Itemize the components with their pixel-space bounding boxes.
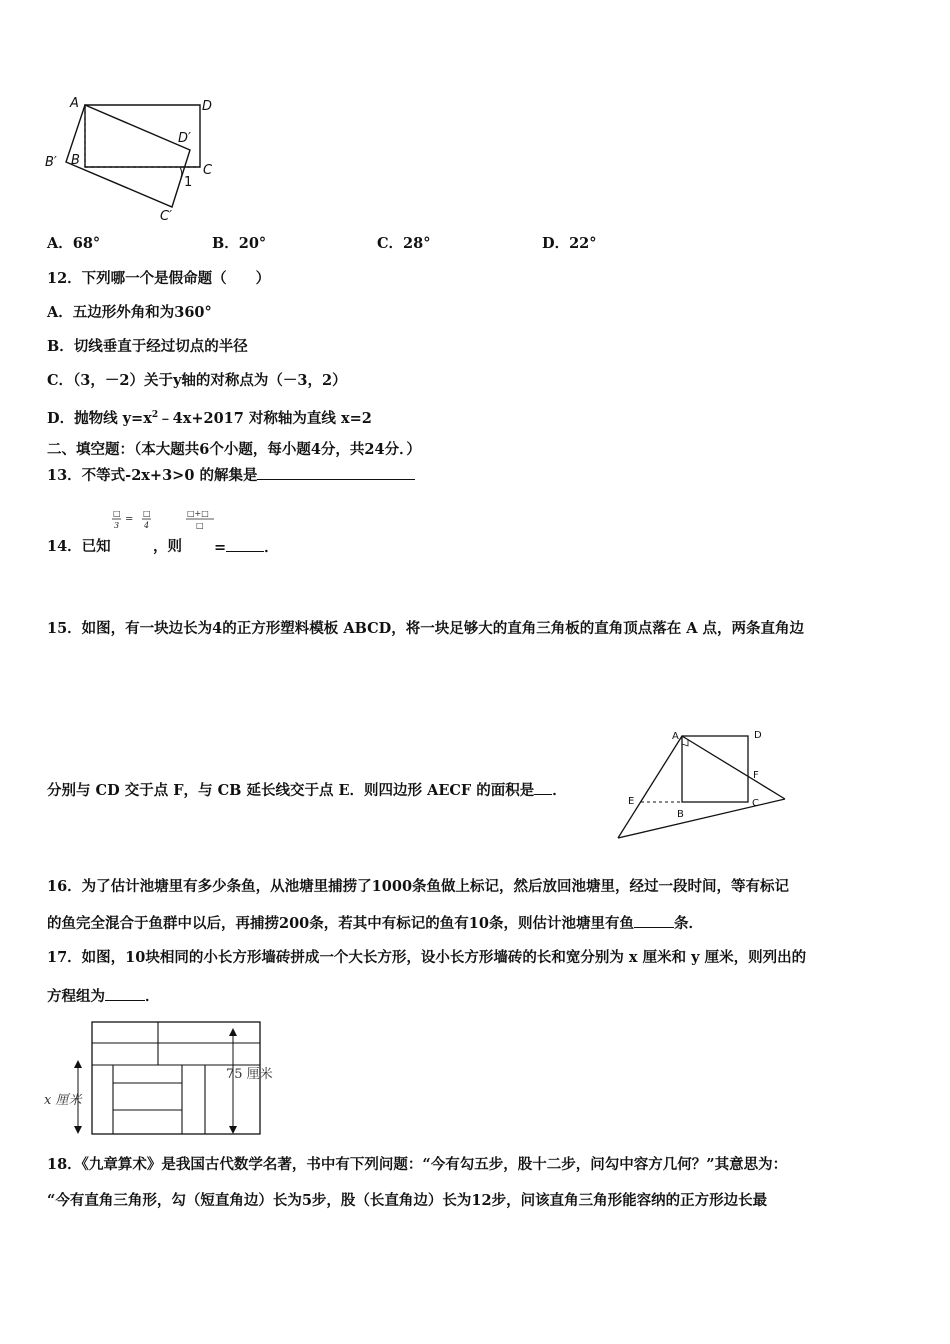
q17-line2-text: 方程组为 bbox=[47, 988, 105, 1005]
section-2-heading: 二、填空题：（本大题共6个小题，每小题4分，共24分．） bbox=[47, 441, 421, 458]
formula-a: □ bbox=[113, 509, 121, 518]
label-D-prime: D′ bbox=[178, 131, 191, 146]
fig15-label-E: E bbox=[628, 796, 635, 807]
label-B: B bbox=[71, 153, 80, 168]
q17-line2 bbox=[47, 986, 160, 1007]
q12-option-a: A．五边形外角和为360° bbox=[47, 304, 212, 321]
q12-option-d-pre: D．抛物线 y=x bbox=[47, 409, 152, 427]
formula-b: □ bbox=[143, 509, 151, 518]
formula-eq: = bbox=[125, 514, 134, 525]
q17-line1: 17．如图，10块相同的小长方形墙砖拼成一个大长方形，设小长方形墙砖的长和宽分别为 x 厘米和 y 厘米，则列出的 bbox=[47, 949, 807, 966]
q12-stem: 12．下列哪一个是假命题（ ） bbox=[47, 270, 271, 287]
formula-num: □+□ bbox=[187, 509, 209, 518]
fig15-label-B: B bbox=[677, 809, 684, 820]
q11-option-a: A．68° bbox=[47, 235, 101, 252]
label-C-prime: C′ bbox=[160, 209, 173, 224]
q12-option-c: C．（3，－2）关于y轴的对称点为（－3，2） bbox=[47, 372, 347, 389]
q15-answer-blank[interactable] bbox=[534, 780, 552, 795]
fig15-label-D: D bbox=[754, 730, 762, 741]
q16-answer-blank[interactable] bbox=[634, 913, 674, 928]
q16-line1: 16．为了估计池塘里有多少条鱼，从池塘里捕捞了1000条鱼做上标记，然后放回池塘里，经过一段时间，等有标记 bbox=[47, 878, 790, 895]
label-angle-1: 1 bbox=[184, 175, 193, 190]
fig15-label-A: A bbox=[672, 731, 679, 742]
formula-3: 3 bbox=[114, 521, 120, 530]
label-D: D bbox=[202, 99, 213, 114]
q14-pre: 14．已知 bbox=[47, 538, 111, 555]
fig15-label-C: C bbox=[752, 798, 759, 809]
q14-end: ． bbox=[264, 539, 279, 556]
label-C: C bbox=[203, 163, 213, 178]
formula-4: 4 bbox=[144, 521, 150, 530]
q13 bbox=[47, 465, 415, 486]
q17-label-75cm: 75 厘米 bbox=[226, 1067, 273, 1082]
q15-line1: 15．如图，有一块边长为4的正方形塑料模板 ABCD，将一块足够大的直角三角板的直角顶点落在 A 点，两条直角边 bbox=[47, 620, 805, 637]
q13-answer-blank[interactable] bbox=[257, 465, 415, 480]
q14-answer-blank[interactable] bbox=[226, 537, 264, 552]
q14-equals: = bbox=[214, 539, 227, 556]
q12-option-d-post: ﹣4x+2017 对称轴为直线 x=2 bbox=[158, 409, 372, 427]
q14-formula-asked bbox=[185, 506, 219, 534]
q18-line2: “今有直角三角形，勾（短直角边）长为5步，股（长直角边）长为12步，问该直角三角形能容纳的正方形边长最 bbox=[47, 1192, 768, 1209]
q14-answer-line bbox=[214, 537, 279, 558]
q15-end: ． bbox=[552, 782, 567, 799]
fig15-label-F: F bbox=[753, 770, 759, 781]
q17-label-x-cm: x 厘米 bbox=[44, 1093, 82, 1108]
figure-q11-rectangle-fold bbox=[40, 95, 230, 230]
q12-option-b: B．切线垂直于经过切点的半径 bbox=[47, 338, 248, 355]
formula-den: □ bbox=[196, 521, 204, 530]
q11-option-b: B．20° bbox=[212, 235, 267, 252]
q11-option-c: C．28° bbox=[377, 235, 431, 252]
q13-text: 13．不等式-2x+3>0 的解集是 bbox=[47, 467, 258, 484]
q12-option-d bbox=[47, 405, 372, 429]
q18-line1: 18．《九章算术》是我国古代数学名著，书中有下列问题：“今有勾五步，股十二步，问勾中容方几何？”其意思为： bbox=[47, 1156, 788, 1173]
figure-q15-square-triangle bbox=[612, 725, 802, 845]
q15-line2 bbox=[47, 780, 567, 801]
figure-q17-bricks bbox=[40, 1018, 290, 1138]
q15-line2-text: 分别与 CD 交于点 F，与 CB 延长线交于点 E．则四边形 AECF 的面积是 bbox=[47, 782, 535, 799]
q16-line2 bbox=[47, 913, 703, 934]
q12-option-d-sup: 2 bbox=[151, 410, 159, 420]
q14-mid: ，则 bbox=[153, 538, 182, 555]
q17-answer-blank[interactable] bbox=[105, 986, 145, 1001]
q11-option-d: D．22° bbox=[542, 235, 597, 252]
q16-line2-text: 的鱼完全混合于鱼群中以后，再捕捞200条，若其中有标记的鱼有10条，则估计池塘里有鱼 bbox=[47, 915, 634, 932]
label-A: A bbox=[70, 96, 79, 111]
label-B-prime: B′ bbox=[45, 155, 57, 170]
q17-end: ． bbox=[145, 988, 160, 1005]
q14-formula-given bbox=[110, 506, 160, 534]
q16-end: 条． bbox=[673, 915, 703, 932]
